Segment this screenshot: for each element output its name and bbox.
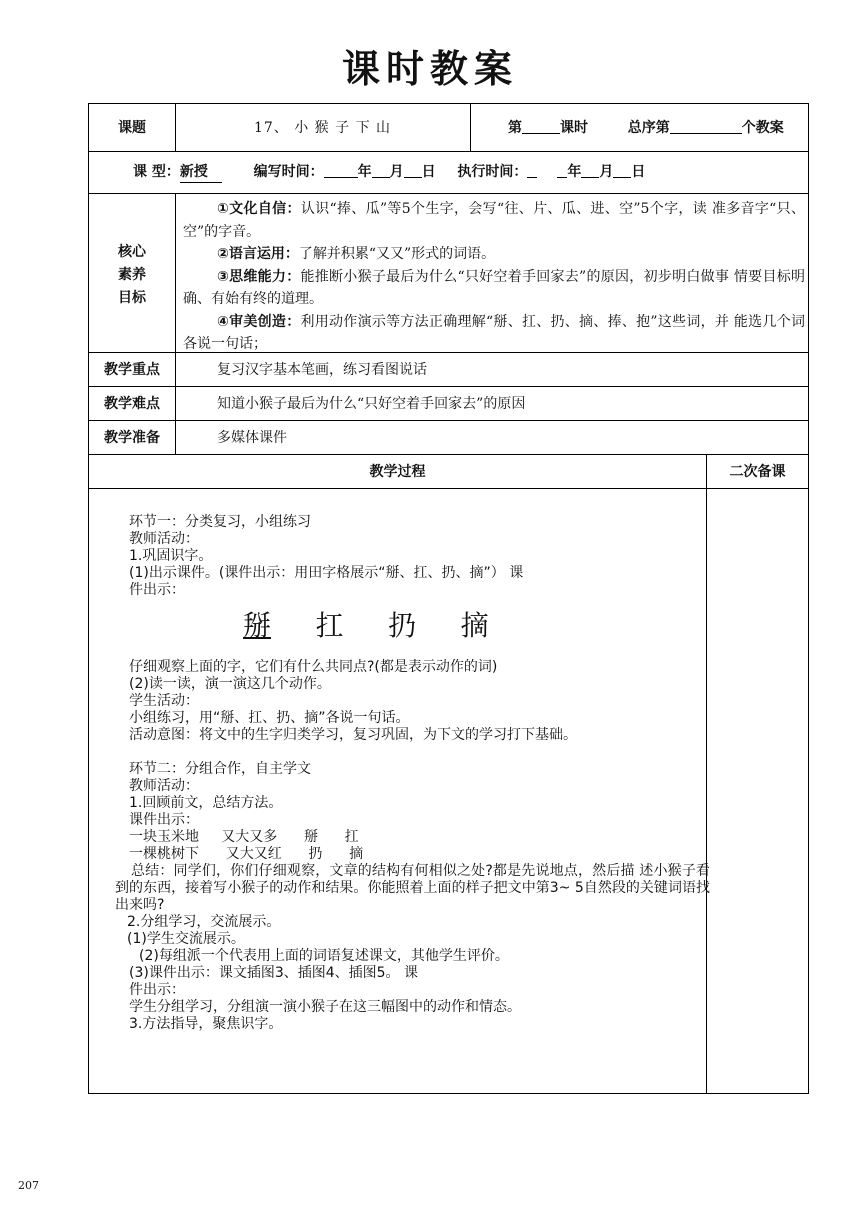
process-line: 活动意图：将文中的生字归类学习，复习巩固，为下文的学习打下基础。 xyxy=(129,727,577,743)
demo-characters xyxy=(115,599,710,653)
core-label-line: 素养 xyxy=(118,267,146,283)
section-heading: 环节二：分组合作，自主学文 xyxy=(129,761,311,777)
core-label xyxy=(89,241,175,310)
exec-month-blank[interactable] xyxy=(581,163,599,178)
core-goal-item xyxy=(183,311,805,356)
demo-char: 摘 xyxy=(460,609,489,642)
process-body xyxy=(115,514,710,1033)
goal-text: 利用动作演示等方法正确理解“掰、扛、扔、摘、捧、抱”这些词，并 能选几个词各说一句话； xyxy=(183,313,805,352)
difficulty-label: 教学难点 xyxy=(104,396,160,412)
goal-text: 能推断小猴子最后为什么“只好空着手回家去”的原因，初步明白做事 情要目标明确、有始有终的道理。 xyxy=(183,268,805,307)
total-prefix: 总序第 xyxy=(627,120,670,136)
demo-char: 扛 xyxy=(315,609,344,642)
second-prep-header: 二次备课 xyxy=(729,464,786,480)
key-point-text: 复习汉字基本笔画，练习看图说话 xyxy=(217,362,427,378)
col-divider xyxy=(470,104,471,151)
write-day: 日 xyxy=(421,164,436,180)
prep-text: 多媒体课件 xyxy=(217,430,287,446)
write-time-label: 编写时间： xyxy=(253,164,324,180)
core-label-line: 核心 xyxy=(118,244,146,260)
exec-month: 月 xyxy=(599,164,614,180)
goal-head: ④审美创造： xyxy=(217,313,301,330)
spacer xyxy=(115,744,710,761)
lesson-plan-table xyxy=(88,103,809,1094)
process-line: 小组练习，用“掰、扛、扔、摘”各说一句话。 xyxy=(129,710,410,726)
row-divider xyxy=(89,488,808,489)
row-divider xyxy=(89,386,808,387)
core-goal-item xyxy=(183,198,805,243)
process-header: 教学过程 xyxy=(369,464,426,480)
exec-year-blank[interactable] xyxy=(557,163,567,178)
process-line: 教师活动： xyxy=(129,531,199,547)
topic-value: 17、 小 猴 子 下 山 xyxy=(253,120,392,136)
write-day-blank[interactable] xyxy=(404,163,422,178)
process-line: 仔细观察上面的字，它们有什么共同点?(都是表示动作的词) xyxy=(129,659,498,675)
process-line: 学生分组学习，分组演一演小猴子在这三幅图中的动作和情态。 xyxy=(129,999,521,1015)
page-number: 207 xyxy=(18,1179,39,1192)
section-heading: 环节一：分类复习，小组练习 xyxy=(129,514,311,530)
type-label: 课 型： xyxy=(133,164,180,180)
type-value[interactable]: 新授 xyxy=(180,162,222,183)
lesson-count xyxy=(508,118,808,138)
goal-head: ①文化自信： xyxy=(217,201,301,217)
write-month-blank[interactable] xyxy=(372,163,390,178)
process-line: (2)读一读，演一演这几个动作。 xyxy=(129,676,331,692)
lesson-prefix: 第 xyxy=(508,120,522,136)
topic-label: 课题 xyxy=(118,120,146,136)
goal-head: ②语言运用： xyxy=(217,246,299,262)
lesson-blank[interactable] xyxy=(522,118,560,134)
process-line: 学生活动： xyxy=(129,693,199,709)
exec-time-label: 执行时间： xyxy=(457,164,528,180)
process-line: 1.回顾前文，总结方法。 xyxy=(129,795,283,811)
prep-label: 教学准备 xyxy=(104,430,160,446)
core-goal-item xyxy=(183,266,805,311)
process-line: 件出示： xyxy=(129,982,185,998)
demo-char: 掰 xyxy=(243,609,272,642)
process-line: 1.巩固识字。 xyxy=(129,548,213,564)
lesson-suffix: 课时 xyxy=(560,120,588,136)
core-goal-item xyxy=(183,243,805,266)
row-divider xyxy=(89,454,808,455)
process-line: 一棵桃树下 又大又红 扔 摘 xyxy=(129,846,364,862)
difficulty-text: 知道小猴子最后为什么“只好空着手回家去”的原因 xyxy=(217,396,526,412)
write-year: 年 xyxy=(357,164,372,180)
goal-head: ③思维能力： xyxy=(217,268,301,285)
row-divider xyxy=(89,420,808,421)
key-point-label: 教学重点 xyxy=(104,362,160,378)
process-line: 2.分组学习，交流展示。 xyxy=(127,914,281,930)
process-line: 件出示： xyxy=(129,582,185,598)
process-line: 教师活动： xyxy=(129,778,199,794)
write-month: 月 xyxy=(389,164,404,180)
core-goals xyxy=(183,198,805,356)
process-line: (1)学生交流展示。 xyxy=(127,931,245,947)
exec-year: 年 xyxy=(567,164,582,180)
process-line: 3.方法指导，聚焦识字。 xyxy=(129,1016,283,1032)
process-line: (3)课件出示：课文插图3、插图4、插图5。 课 xyxy=(129,965,419,981)
total-blank[interactable] xyxy=(670,118,742,134)
process-line: 一块玉米地 又大又多 掰 扛 xyxy=(129,829,359,845)
process-line: (2)每组派一个代表用上面的词语复述课文，其他学生评价。 xyxy=(139,948,509,964)
page-title: 课时教案 xyxy=(341,47,518,91)
goal-text: 认识“捧、瓜”等5个生字，会写“往、片、瓜、进、空”5个字，读 准多音字“只、空”的字音。 xyxy=(183,201,805,240)
process-line: 课件出示： xyxy=(129,812,199,828)
process-line: (1)出示课件。(课件出示：用田字格展示“掰、扛、扔、摘”） 课 xyxy=(129,565,524,581)
col-divider xyxy=(175,193,176,454)
lesson-type-row xyxy=(133,162,793,183)
exec-day-blank[interactable] xyxy=(613,163,631,178)
total-suffix: 个教案 xyxy=(741,120,784,136)
row-divider xyxy=(89,151,808,152)
exec-day: 日 xyxy=(631,164,646,180)
summary-paragraph: 总结：同学们，你们仔细观察，文章的结构有何相似之处?都是先说地点，然后描 述小猴子看到的东西，接着写小猴子的动作和结果。你能照着上面的样子把文中第3~ 5自然段的关键词语找出来吗? xyxy=(115,863,710,913)
core-label-line: 目标 xyxy=(118,290,146,306)
write-year-blank[interactable] xyxy=(324,163,358,178)
goal-text: 了解并积累“又又”形式的词语。 xyxy=(298,246,496,262)
demo-char: 扔 xyxy=(388,609,417,642)
row-divider xyxy=(89,193,808,194)
exec-blank-1[interactable] xyxy=(527,163,537,178)
